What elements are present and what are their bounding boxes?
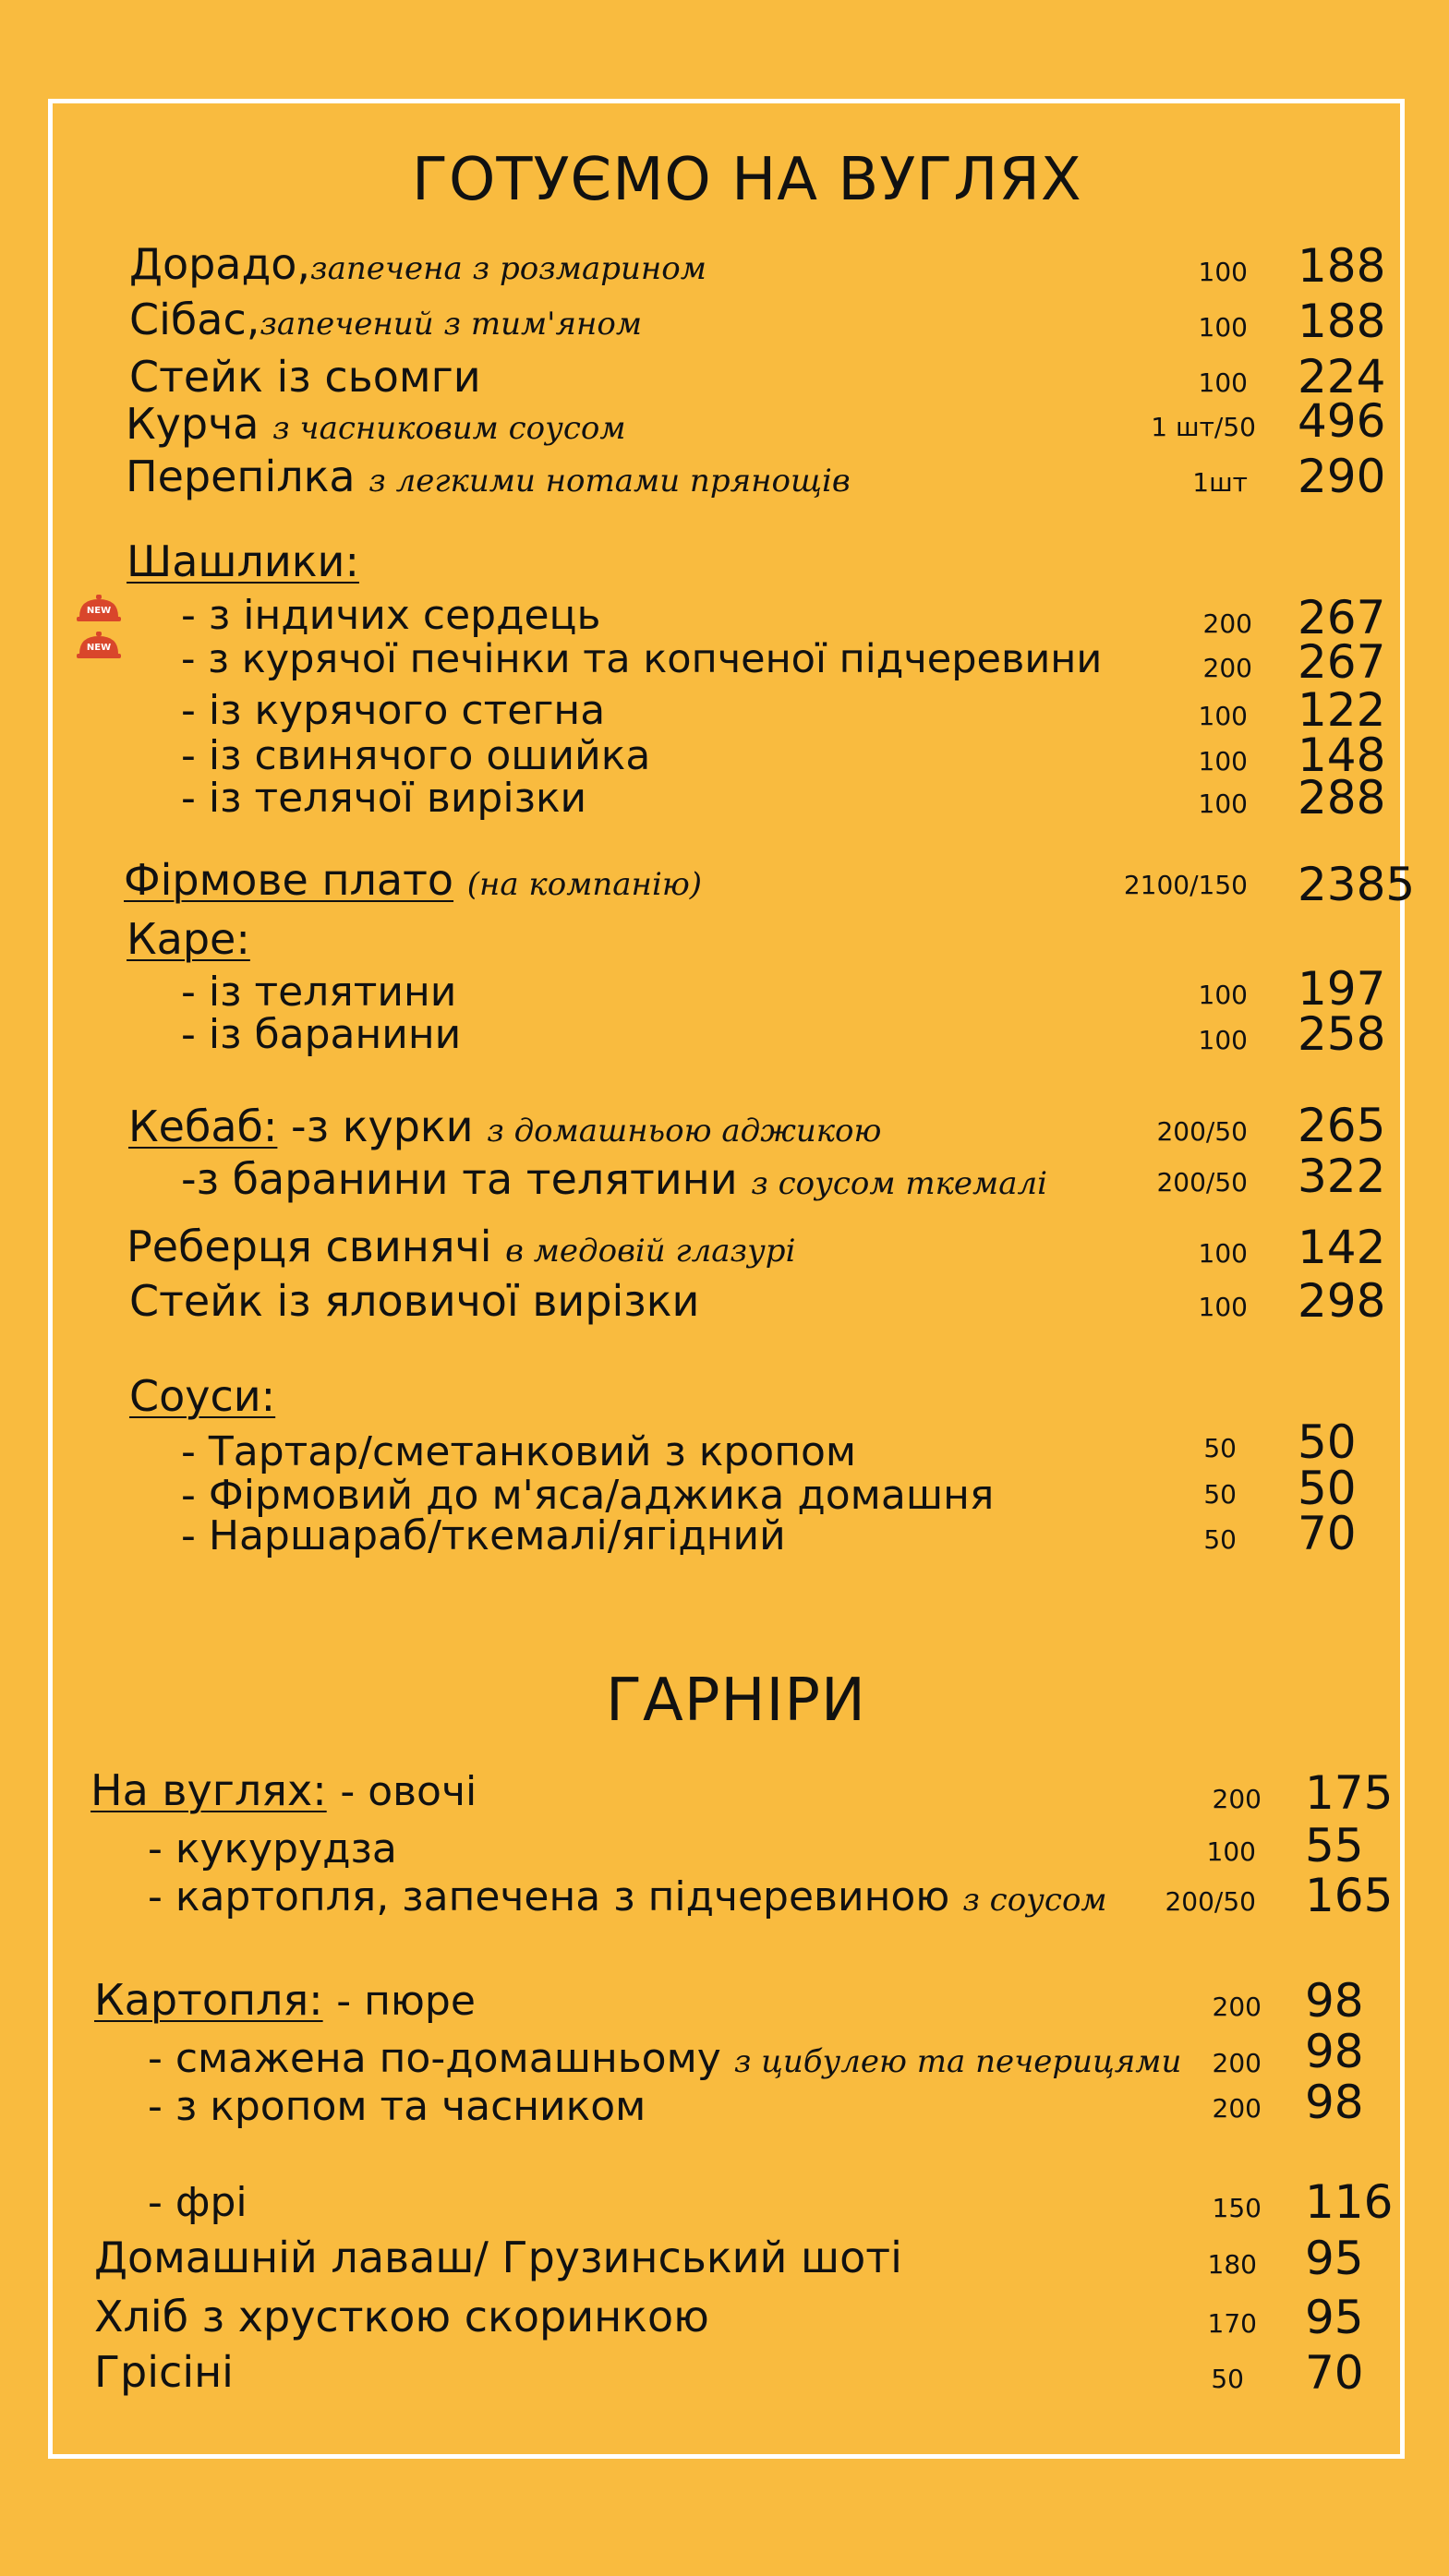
item-weight: 100 xyxy=(1198,746,1248,776)
menu-item-grisini: Грісіні xyxy=(94,2347,234,2397)
menu-item-lavash: Домашній лаваш/ Грузинський шоті xyxy=(94,2233,902,2282)
item-desc: з домашньою аджикою xyxy=(487,1113,882,1150)
item-name: Курча xyxy=(126,399,260,449)
item-weight: 100 xyxy=(1206,1836,1256,1867)
new-badge-label: NEW xyxy=(86,606,112,616)
new-badge-icon xyxy=(76,632,122,659)
item-name: -з баранини та телятини xyxy=(181,1154,738,1204)
item-weight: 100 xyxy=(1198,257,1248,287)
menu-item-kurcha xyxy=(126,399,626,449)
item-weight: 200 xyxy=(1202,653,1252,683)
menu-item-ribs xyxy=(127,1222,796,1271)
menu-item-perepilka xyxy=(126,451,851,501)
new-badge-icon xyxy=(76,595,122,622)
item-weight: 100 xyxy=(1198,788,1248,819)
item-weight: 180 xyxy=(1207,2249,1257,2280)
item-weight: 100 xyxy=(1198,1292,1248,1322)
menu-item-fried-potato xyxy=(148,2035,1182,2082)
item-weight: 50 xyxy=(1203,1524,1237,1555)
list-item: - з курячої печінки та копченої підчеревини xyxy=(181,636,1103,682)
menu-item-baked-potato xyxy=(148,1873,1107,1920)
item-price: 288 xyxy=(1298,771,1386,825)
item-desc: з цибулею та печерицями xyxy=(733,2043,1182,2080)
item-weight: 200 xyxy=(1212,1992,1262,2022)
item-price: 95 xyxy=(1305,2291,1364,2344)
menu-item-vegetables xyxy=(91,1765,477,1815)
item-weight: 200 xyxy=(1212,2048,1262,2078)
item-weight: 100 xyxy=(1198,701,1248,731)
item-price: 188 xyxy=(1298,295,1386,348)
item-weight: 1шт xyxy=(1192,467,1248,498)
list-item: - із телятини xyxy=(181,969,457,1016)
item-price: 50 xyxy=(1298,1415,1357,1469)
item-weight: 100 xyxy=(1198,980,1248,1010)
item-weight: 1 шт/50 xyxy=(1151,412,1256,442)
list-item: - Фірмовий до м'яса/аджика домашня xyxy=(181,1472,995,1519)
heading-kebab: Кебаб: xyxy=(128,1101,278,1151)
item-name: Фірмове плато xyxy=(124,855,454,905)
item-name: - пюре xyxy=(336,1978,476,2025)
list-item: - із баранини xyxy=(181,1011,462,1058)
item-price: 98 xyxy=(1305,1974,1364,2028)
item-price: 50 xyxy=(1298,1462,1357,1515)
item-name: - овочі xyxy=(340,1768,477,1815)
item-price: 70 xyxy=(1305,2346,1364,2400)
item-desc: запечений з тим'яном xyxy=(260,306,643,343)
item-price: 496 xyxy=(1298,394,1386,448)
item-weight: 200/50 xyxy=(1156,1116,1248,1147)
item-name: Сібас, xyxy=(129,295,260,344)
item-desc: (на компанію) xyxy=(466,866,703,903)
item-weight: 200 xyxy=(1212,1784,1262,1814)
section-title-sides: ГАРНІРИ xyxy=(606,1667,866,1735)
item-price: 175 xyxy=(1305,1766,1394,1820)
item-price: 116 xyxy=(1305,2175,1394,2229)
item-name: -з курки xyxy=(291,1101,474,1151)
list-item: - Наршараб/ткемалі/ягідний xyxy=(181,1512,786,1559)
list-item: - фрі xyxy=(148,2179,248,2226)
heading-kare: Каре: xyxy=(127,914,250,964)
item-desc: з часниковим соусом xyxy=(272,410,626,447)
item-weight: 200/50 xyxy=(1156,1167,1248,1198)
item-weight: 100 xyxy=(1198,1025,1248,1055)
item-weight: 100 xyxy=(1198,367,1248,398)
item-name: Перепілка xyxy=(126,451,356,501)
item-desc: запечена з розмарином xyxy=(310,250,706,287)
item-weight: 170 xyxy=(1207,2308,1257,2339)
item-price: 95 xyxy=(1305,2232,1364,2285)
item-weight: 50 xyxy=(1203,1479,1237,1510)
menu-item-kebab-chicken xyxy=(128,1101,882,1151)
item-weight: 150 xyxy=(1212,2193,1262,2223)
item-price: 148 xyxy=(1298,728,1386,782)
item-name: Стейк із сьомги xyxy=(129,352,481,402)
section-title-grill: ГОТУЄМО НА ВУГЛЯХ xyxy=(412,146,1082,214)
item-price: 258 xyxy=(1298,1007,1386,1061)
item-price: 188 xyxy=(1298,239,1386,293)
item-price: 267 xyxy=(1298,591,1386,644)
item-price: 2385 xyxy=(1298,858,1416,911)
menu-item-dorado xyxy=(129,239,706,289)
item-price: 165 xyxy=(1305,1869,1394,1922)
item-name: Дорадо, xyxy=(129,239,311,289)
menu-item-khlib: Хліб з хрусткою скоринкою xyxy=(94,2292,709,2341)
item-desc: в медовій глазурі xyxy=(505,1233,796,1270)
menu-item-plato xyxy=(124,855,703,905)
menu-item-puree xyxy=(94,1975,476,2025)
list-item: - з індичих сердець xyxy=(181,592,601,639)
item-name: Реберця свинячі xyxy=(127,1222,492,1271)
item-weight: 200 xyxy=(1202,608,1252,639)
item-price: 224 xyxy=(1298,350,1386,403)
item-weight: 2100/150 xyxy=(1123,870,1248,900)
item-weight: 50 xyxy=(1211,2364,1244,2394)
heading-na-vuglyakh: На вуглях: xyxy=(91,1765,327,1815)
item-weight: 200 xyxy=(1212,2093,1262,2124)
list-item: - з кропом та часником xyxy=(148,2083,646,2130)
new-badge-label: NEW xyxy=(86,643,112,653)
item-desc: з легкими нотами прянощів xyxy=(368,463,851,500)
item-price: 265 xyxy=(1298,1099,1386,1152)
list-item: - кукурудза xyxy=(148,1825,397,1872)
item-price: 290 xyxy=(1298,450,1386,503)
item-weight: 100 xyxy=(1198,312,1248,343)
item-name: - смажена по-домашньому xyxy=(148,2035,721,2082)
item-name: - картопля, запечена з підчеревиною xyxy=(148,1873,950,1920)
item-price: 267 xyxy=(1298,635,1386,689)
list-item: - із курячого стегна xyxy=(181,687,606,734)
item-price: 55 xyxy=(1305,1819,1364,1872)
item-desc: з соусом ткемалі xyxy=(751,1165,1048,1202)
heading-shashlyky: Шашлики: xyxy=(127,536,359,586)
menu-item-beef xyxy=(129,1276,700,1326)
list-item: - із свинячого ошийка xyxy=(181,732,651,779)
item-price: 142 xyxy=(1298,1221,1386,1274)
heading-kartoplia: Картопля: xyxy=(94,1975,323,2025)
item-desc: з соусом xyxy=(962,1882,1107,1919)
item-price: 122 xyxy=(1298,683,1386,737)
item-name: Стейк із яловичої вирізки xyxy=(129,1276,700,1326)
list-item: - Тартар/сметанковий з кропом xyxy=(181,1428,857,1475)
item-weight: 200/50 xyxy=(1165,1886,1256,1917)
menu-item-kebab-lamb xyxy=(181,1154,1048,1204)
item-price: 98 xyxy=(1305,2076,1364,2129)
item-price: 322 xyxy=(1298,1150,1386,1203)
item-price: 298 xyxy=(1298,1274,1386,1328)
menu-item-sibas xyxy=(129,295,643,344)
item-weight: 50 xyxy=(1203,1433,1237,1463)
item-price: 70 xyxy=(1298,1507,1357,1560)
item-price: 98 xyxy=(1305,2025,1364,2078)
item-price: 197 xyxy=(1298,962,1386,1016)
menu-item-salmon xyxy=(129,352,481,402)
item-weight: 100 xyxy=(1198,1238,1248,1269)
heading-sauces: Соуси: xyxy=(129,1371,276,1421)
list-item: - із телячої вирізки xyxy=(181,775,587,822)
